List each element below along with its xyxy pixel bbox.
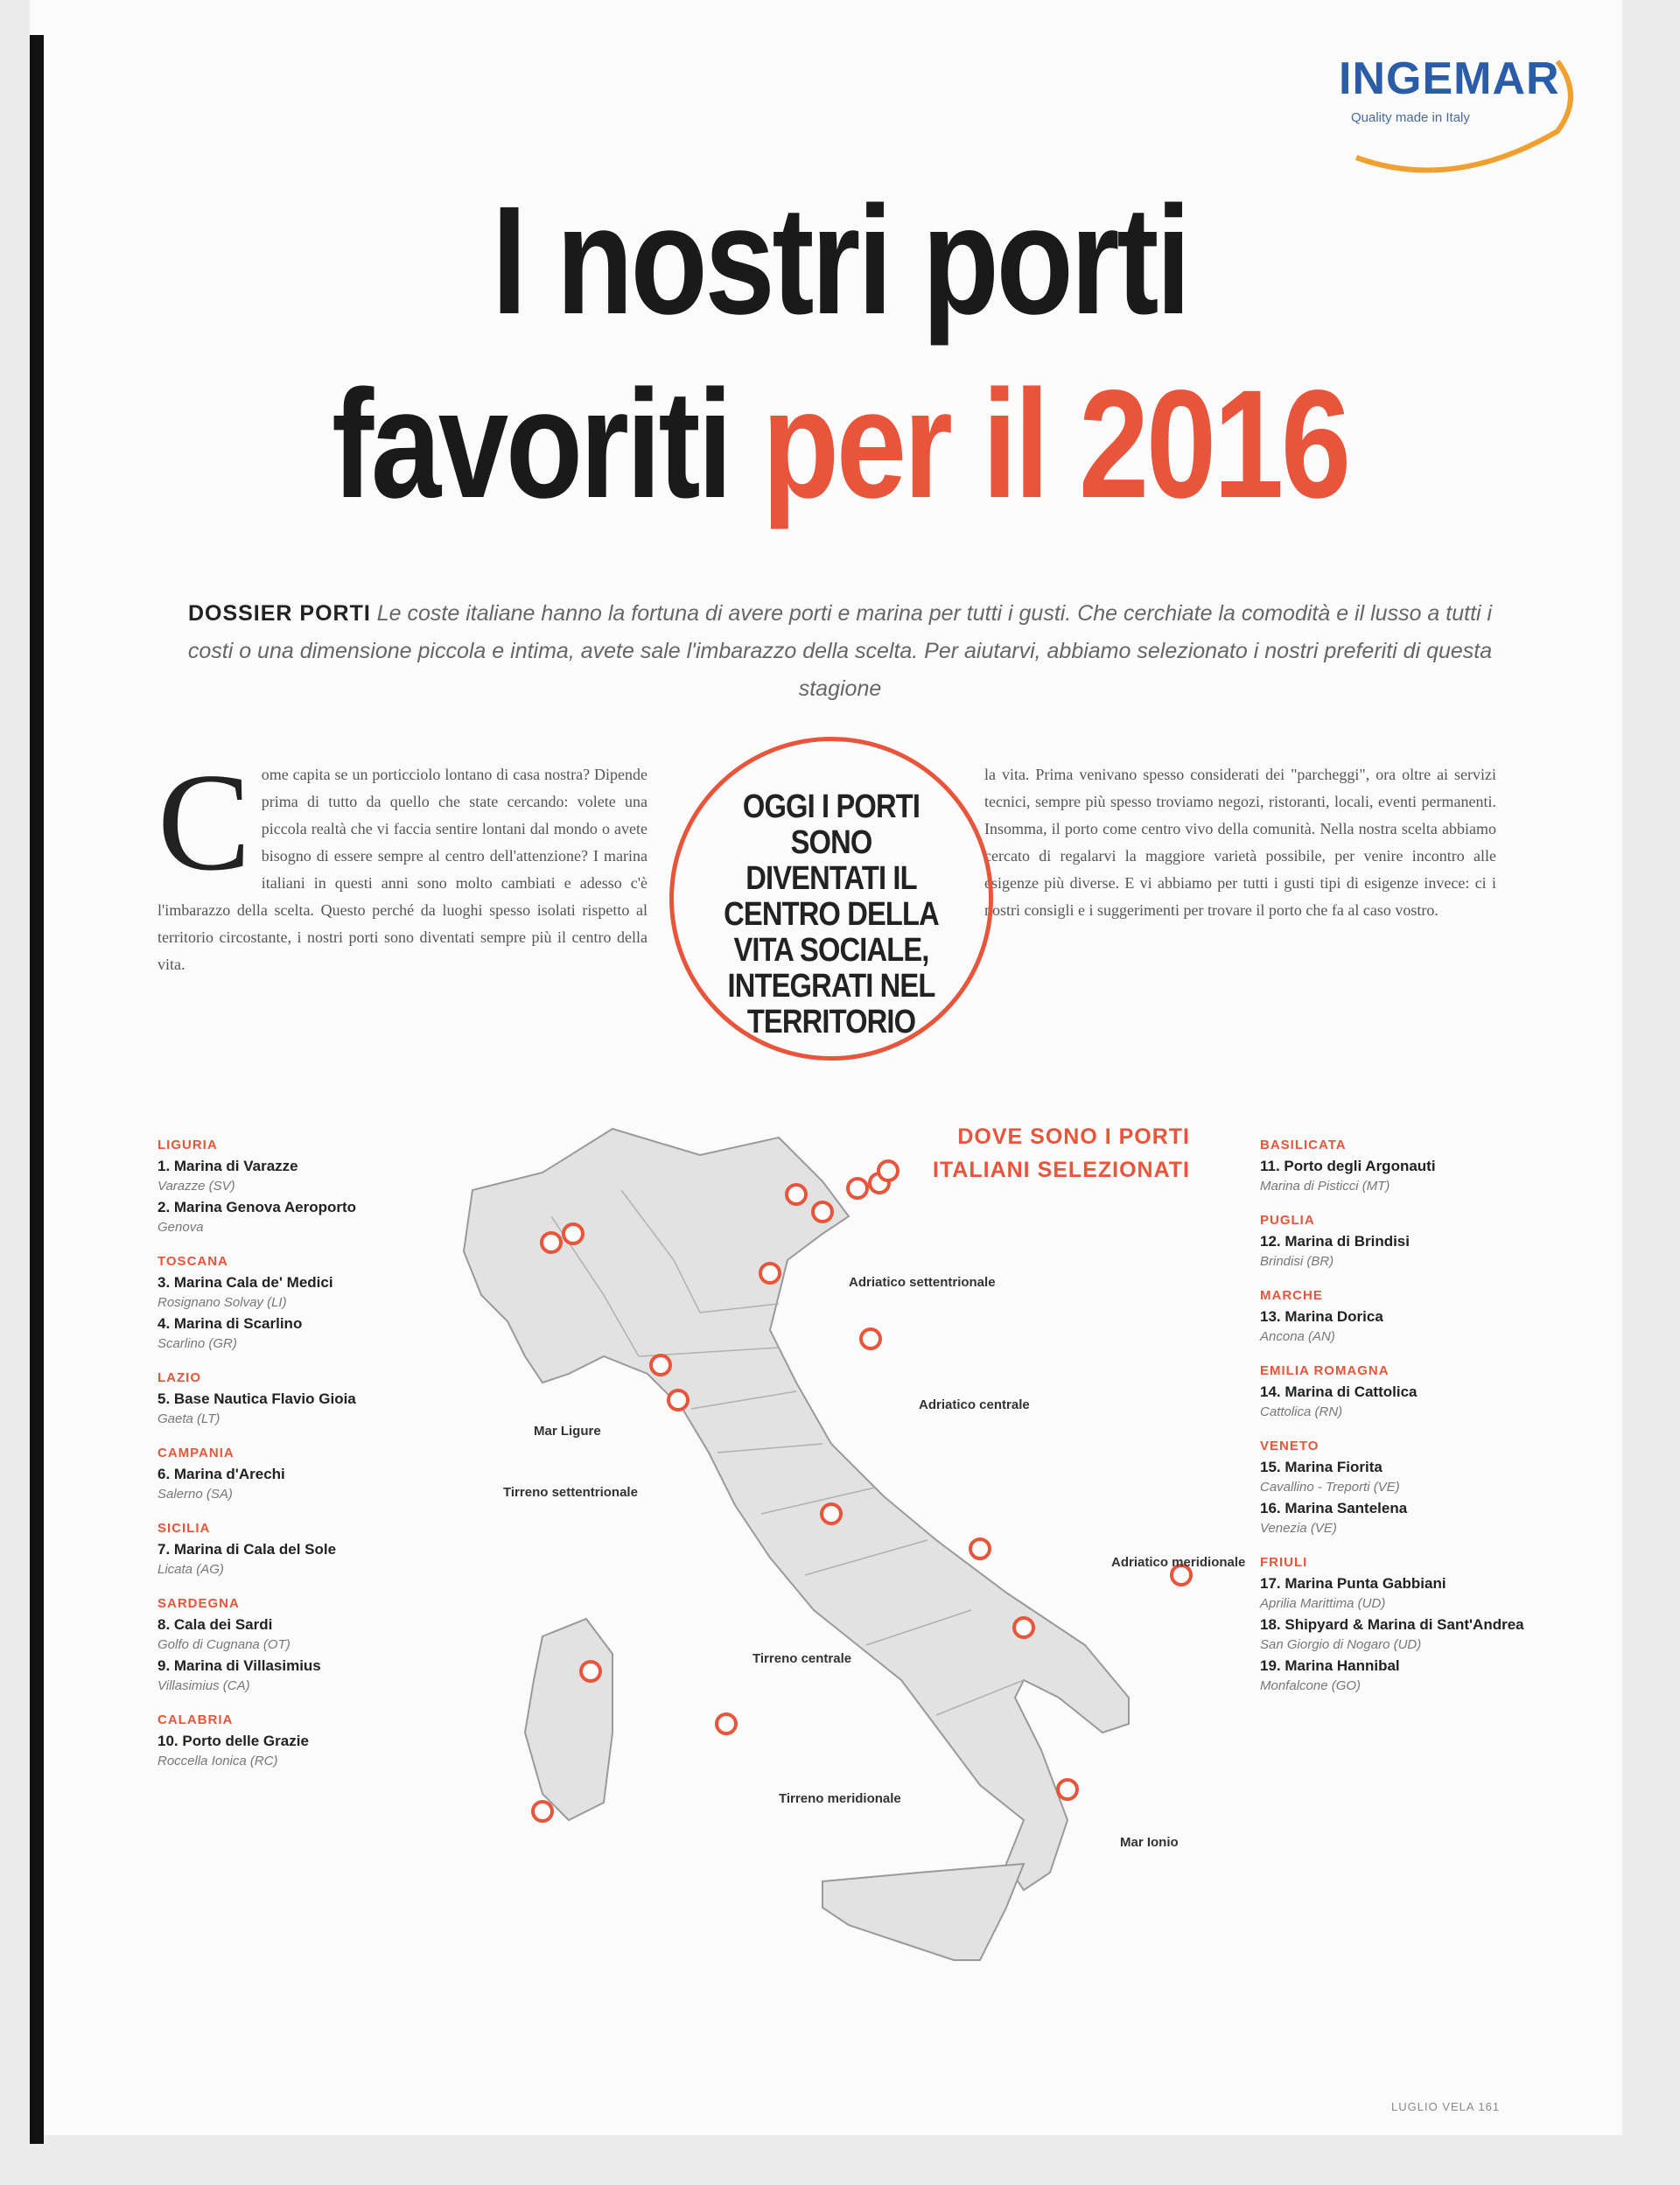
region-heading: VENETO: [1260, 1439, 1320, 1453]
marina-location: Venezia (VE): [1260, 1521, 1337, 1536]
port-marker: [564, 1224, 583, 1243]
sea-label: Mar Ionio: [1120, 1835, 1179, 1850]
marina-location: Golfo di Cugnana (OT): [158, 1637, 290, 1652]
marina-name: 18. Shipyard & Marina di Sant'Andrea: [1260, 1616, 1524, 1633]
marina-name: 2. Marina Genova Aeroporto: [158, 1199, 357, 1215]
marina-name: 19. Marina Hannibal: [1260, 1657, 1400, 1674]
sea-label: Adriatico settentrionale: [849, 1275, 996, 1290]
marina-name: 9. Marina di Villasimius: [158, 1657, 321, 1674]
intro-paragraph: [166, 595, 1514, 708]
port-marker: [848, 1179, 867, 1198]
port-marker: [1058, 1780, 1077, 1799]
marina-location: Varazze (SV): [158, 1179, 235, 1194]
sea-label: Adriatico meridionale: [1111, 1555, 1246, 1570]
marina-location: Cattolica (RN): [1260, 1404, 1343, 1419]
port-marker: [542, 1233, 561, 1252]
ingemar-logo: [1321, 26, 1584, 175]
marina-location: San Giorgio di Nogaro (UD): [1260, 1637, 1422, 1652]
sicily-shape: [822, 1864, 1024, 1960]
marina-location: Aprilia Marittima (UD): [1260, 1596, 1386, 1611]
marina-location: Licata (AG): [158, 1562, 224, 1577]
region-heading: PUGLIA: [1260, 1213, 1315, 1228]
logo-brand: INGEMAR: [1339, 53, 1560, 104]
port-marker: [651, 1355, 670, 1375]
intro-text: Le coste italiane hanno la fortuna di avere porti e marina per tutti i gusti. Che cerchiate la comodità e il lusso a tutti i costi o una dimensione piccola e intima, avete sale l'imbarazzo della scelta. Per aiutarvi, abbiamo selezionato i nostri preferiti di questa stagione: [187, 601, 1493, 701]
sardinia-shape: [525, 1619, 612, 1820]
marina-name: 10. Porto delle Grazie: [158, 1733, 309, 1749]
port-list-left: [158, 1138, 446, 1768]
page-folio: LUGLIO VELA 161: [1391, 2100, 1501, 2113]
sea-label: Adriatico centrale: [919, 1397, 1030, 1412]
article-column-1: [158, 744, 648, 978]
port-marker: [717, 1714, 736, 1733]
marina-location: Villasimius (CA): [158, 1678, 250, 1693]
intro-lead: DOSSIER PORTI: [187, 601, 371, 626]
map-title-line2: ITALIANI SELEZIONATI: [932, 1158, 1190, 1182]
marina-name: 17. Marina Punta Gabbiani: [1260, 1575, 1446, 1592]
marina-location: Monfalcone (GO): [1260, 1678, 1362, 1693]
marina-location: Salerno (SA): [158, 1487, 233, 1502]
pull-quote-text: OGGI I PORTI SONO DIVENTATI IL CENTRO DELLA VITA SOCIALE, INTEGRATI NEL TERRITORIO: [724, 788, 939, 1040]
marina-location: Brindisi (BR): [1260, 1254, 1334, 1269]
region-heading: MARCHE: [1260, 1288, 1323, 1303]
region-heading: LAZIO: [158, 1370, 201, 1385]
marina-name: 16. Marina Santelena: [1260, 1500, 1408, 1516]
port-list-right: [1260, 1138, 1584, 1693]
sea-label: Mar Ligure: [534, 1424, 601, 1439]
marina-name: 13. Marina Dorica: [1260, 1308, 1383, 1325]
marina-name: 15. Marina Fiorita: [1260, 1459, 1382, 1475]
port-marker: [668, 1390, 688, 1410]
region-heading: FRIULI: [1260, 1555, 1308, 1570]
marina-name: 8. Cala dei Sardi: [158, 1616, 273, 1633]
marina-location: Gaeta (LT): [158, 1411, 220, 1426]
headline-line2: [151, 359, 1529, 530]
port-marker: [581, 1662, 600, 1681]
region-heading: LIGURIA: [158, 1138, 218, 1152]
port-marker: [970, 1539, 990, 1558]
marina-name: 4. Marina di Scarlino: [158, 1315, 303, 1332]
region-heading: SICILIA: [158, 1521, 211, 1536]
port-marker: [1014, 1618, 1033, 1637]
region-heading: SARDEGNA: [158, 1596, 240, 1611]
marina-name: 7. Marina di Cala del Sole: [158, 1541, 337, 1558]
marina-location: Rosignano Solvay (LI): [158, 1295, 287, 1310]
marina-location: Roccella Ionica (RC): [158, 1754, 278, 1768]
marina-name: 3. Marina Cala de' Medici: [158, 1274, 333, 1291]
port-marker: [878, 1161, 898, 1180]
pull-quote-circle: [669, 737, 993, 1061]
marina-name: 1. Marina di Varazze: [158, 1158, 298, 1174]
region-heading: BASILICATA: [1260, 1138, 1347, 1152]
italy-map: [411, 1120, 1269, 2030]
region-heading: TOSCANA: [158, 1254, 228, 1269]
region-heading: CALABRIA: [158, 1712, 234, 1727]
marina-location: Marina di Pisticci (MT): [1260, 1179, 1390, 1194]
map-title-line1: DOVE SONO I PORTI: [957, 1124, 1190, 1149]
port-marker: [760, 1264, 780, 1283]
marina-name: 11. Porto degli Argonauti: [1260, 1158, 1436, 1174]
article-col1-text: ome capita se un porticciolo lontano di casa nostra? Dipende prima di tutto da quello che state cercando: volete una piccola realtà che vi faccia sentire lontani dal mondo o avete bisogno di essere sempre al centro dell'attenzione? I marina italiani in questi anni sono molto cambiati e adesso c'è l'imbarazzo della scelta. Questo perché da luoghi spesso isolati rispetto al territorio circostante, i nostri porti sono diventati sempre più il centro della vita.: [158, 766, 648, 973]
port-marker: [533, 1802, 552, 1821]
marina-location: Genova: [158, 1220, 204, 1235]
port-marker: [787, 1185, 806, 1204]
port-marker: [822, 1504, 841, 1523]
marina-location: Cavallino - Treporti (VE): [1260, 1480, 1400, 1495]
headline-orange: per il 2016: [761, 359, 1348, 530]
marina-name: 6. Marina d'Arechi: [158, 1466, 285, 1482]
sea-label: Tirreno settentrionale: [503, 1485, 638, 1500]
headline-line1: I nostri porti: [492, 175, 1188, 347]
headline-black: favoriti: [332, 359, 762, 530]
region-heading: EMILIA ROMAGNA: [1260, 1363, 1390, 1378]
marina-name: 14. Marina di Cattolica: [1260, 1383, 1418, 1400]
sea-label: Tirreno centrale: [752, 1651, 852, 1666]
marina-name: 5. Base Nautica Flavio Gioia: [158, 1390, 356, 1407]
article-column-2: la vita. Prima venivano spesso considerati dei "parcheggi", ora oltre ai servizi tecnici, sempre più spesso troviamo negozi, ristoranti, locali, eventi permanenti. Insomma, il porto come centro vivo della comunità. Nella nostra scelta abbiamo cercato di regalarvi la maggiore varietà possibile, per venire incontro alle esigenze più diverse. E vi abbiamo per tutti i gusti tipi di esigenze invece: ci i nostri consigli e i suggerimenti per trovare il porto che fa al caso vostro.: [984, 766, 1496, 919]
port-marker: [813, 1202, 832, 1222]
port-marker: [861, 1329, 880, 1348]
page-spine: [30, 35, 44, 2144]
marina-location: Scarlino (GR): [158, 1336, 237, 1351]
drop-cap: C: [158, 744, 251, 900]
marina-name: 12. Marina di Brindisi: [1260, 1233, 1410, 1250]
region-heading: CAMPANIA: [158, 1446, 234, 1460]
marina-location: Ancona (AN): [1260, 1329, 1335, 1344]
logo-tagline: Quality made in Italy: [1351, 110, 1470, 125]
sea-label: Tirreno meridionale: [779, 1791, 901, 1806]
